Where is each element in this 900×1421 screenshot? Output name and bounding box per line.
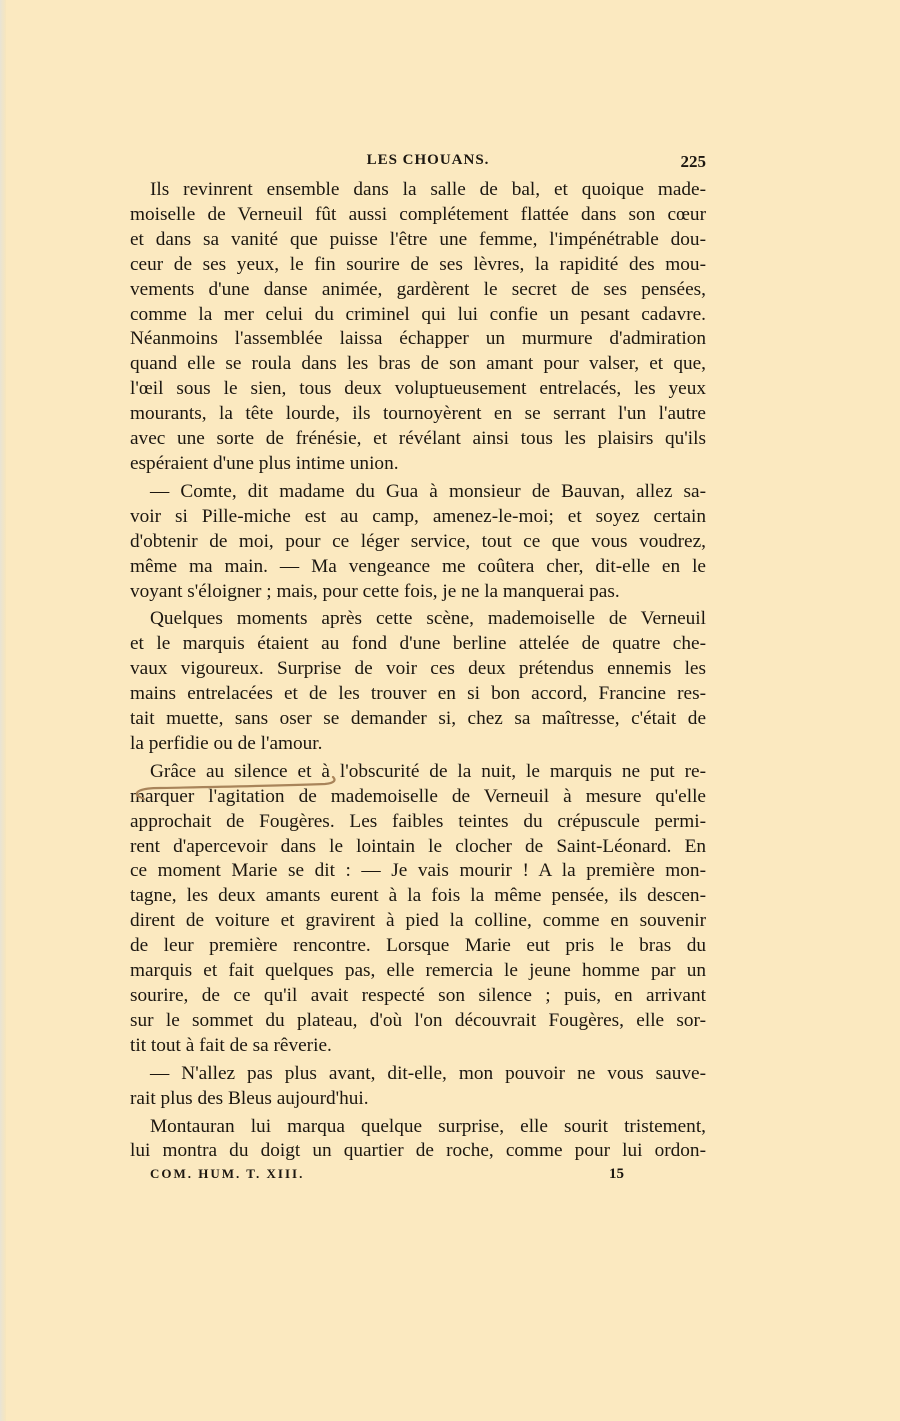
text-line: tait muette, sans oser se demander si, chez sa maîtresse, c'était de xyxy=(130,708,706,730)
page-header xyxy=(130,152,706,178)
page-number: 225 xyxy=(680,152,706,171)
text-line: voyant s'éloigner ; mais, pour cette fois, je ne la manquerai pas. xyxy=(130,580,620,602)
text-line: et dans sa vanité que puisse l'être une femme, l'impénétrable dou- xyxy=(130,228,706,250)
text-line: mains entrelacées et de les trouver en si bon accord, Francine res- xyxy=(130,683,706,705)
sheet-number: 15 xyxy=(609,1166,624,1183)
text-line: quand elle se roula dans les bras de son amant pour valser, et que, xyxy=(130,353,706,375)
text-line: l'œil sous le sien, tous deux voluptueusement entrelacés, les yeux xyxy=(130,378,706,400)
body-text xyxy=(130,178,706,1164)
text-line: ceur de ses yeux, le fin sourire de ses lèvres, la rapidité des mou- xyxy=(130,253,706,275)
text-line: même ma main. — Ma vengeance me coûtera cher, dit-elle en le xyxy=(130,555,706,577)
text-line: — Comte, dit madame du Gua à monsieur de Bauvan, allez sa- xyxy=(150,480,706,502)
paragraph xyxy=(130,178,706,477)
text-line: rait plus des Bleus aujourd'hui. xyxy=(130,1087,369,1109)
text-line: Grâce au silence et à l'obscurité de la nuit, le marquis ne put re- xyxy=(150,760,706,782)
text-line: espéraient d'une plus intime union. xyxy=(130,452,399,474)
text-line: de leur première rencontre. Lorsque Marie eut pris le bras du xyxy=(130,935,706,957)
text-line: marquis et fait quelques pas, elle remercia le jeune homme par un xyxy=(130,960,706,982)
paragraph xyxy=(130,1062,706,1112)
text-line: tagne, les deux amants eurent à la fois la même pensée, ils descen- xyxy=(130,885,706,907)
running-title: LES CHOUANS. xyxy=(366,152,490,168)
text-line: Ils revinrent ensemble dans la salle de bal, et quoique made- xyxy=(150,179,706,200)
page-edge xyxy=(0,0,6,1421)
text-line: — N'allez pas plus avant, dit-elle, mon pouvoir ne vous sauve- xyxy=(150,1062,706,1084)
text-line: rent d'apercevoir dans le lointain le clocher de Saint-Léonard. En xyxy=(130,835,706,857)
paragraph xyxy=(130,607,706,756)
text-line: avec une sorte de frénésie, et révélant ainsi tous les plaisirs qu'ils xyxy=(130,428,706,450)
text-line: moiselle de Verneuil fût aussi complétement flattée dans son cœur xyxy=(130,203,706,225)
text-line: tit tout à fait de sa rêverie. xyxy=(130,1034,332,1056)
text-line: dirent de voiture et gravirent à pied la colline, comme en souvenir xyxy=(130,910,706,932)
text-line: vements d'une danse animée, gardèrent le secret de ses pensées, xyxy=(130,278,706,300)
text-line: mourants, la tête lourde, ils tournoyèrent en se serrant l'un l'autre xyxy=(130,403,706,425)
paragraph xyxy=(130,1115,706,1165)
text-line: marquer l'agitation de mademoiselle de Verneuil à mesure qu'elle xyxy=(130,785,706,807)
signature-mark: COM. HUM. T. XIII. xyxy=(150,1166,305,1182)
text-line: Néanmoins l'assemblée laissa échapper un murmure d'admiration xyxy=(130,328,706,350)
text-line: sourire, de ce qu'il avait respecté son silence ; puis, en arrivant xyxy=(130,985,706,1006)
text-line: lui montra du doigt un quartier de roche, comme pour lui ordon- xyxy=(130,1140,706,1162)
paragraph xyxy=(130,760,706,1059)
text-line: ce moment Marie se dit : — Je vais mourir ! A la première mon- xyxy=(130,860,706,882)
text-line: d'obtenir de moi, pour ce léger service, tout ce que vous voudrez, xyxy=(130,530,706,552)
text-line: Quelques moments après cette scène, mademoiselle de Verneuil xyxy=(150,608,706,630)
text-line: et le marquis étaient au fond d'une berline attelée de quatre che- xyxy=(130,633,706,655)
text-line: la perfidie ou de l'amour. xyxy=(130,732,323,754)
text-line: voir si Pille-miche est au camp, amenez-le-moi; et soyez certain xyxy=(130,505,706,527)
text-line: approchait de Fougères. Les faibles teintes du crépuscule permi- xyxy=(130,810,706,832)
text-line: Montauran lui marqua quelque surprise, elle sourit tristement, xyxy=(150,1115,706,1137)
text-line: vaux vigoureux. Surprise de voir ces deux prétendus ennemis les xyxy=(130,658,706,680)
book-page xyxy=(130,152,706,1190)
page-footer xyxy=(130,1166,706,1190)
text-line: sur le sommet du plateau, d'où l'on découvrait Fougères, elle sor- xyxy=(130,1009,706,1031)
text-line: comme la mer celui du criminel qui lui confie un pesant cadavre. xyxy=(130,303,706,325)
paragraph xyxy=(130,480,706,605)
